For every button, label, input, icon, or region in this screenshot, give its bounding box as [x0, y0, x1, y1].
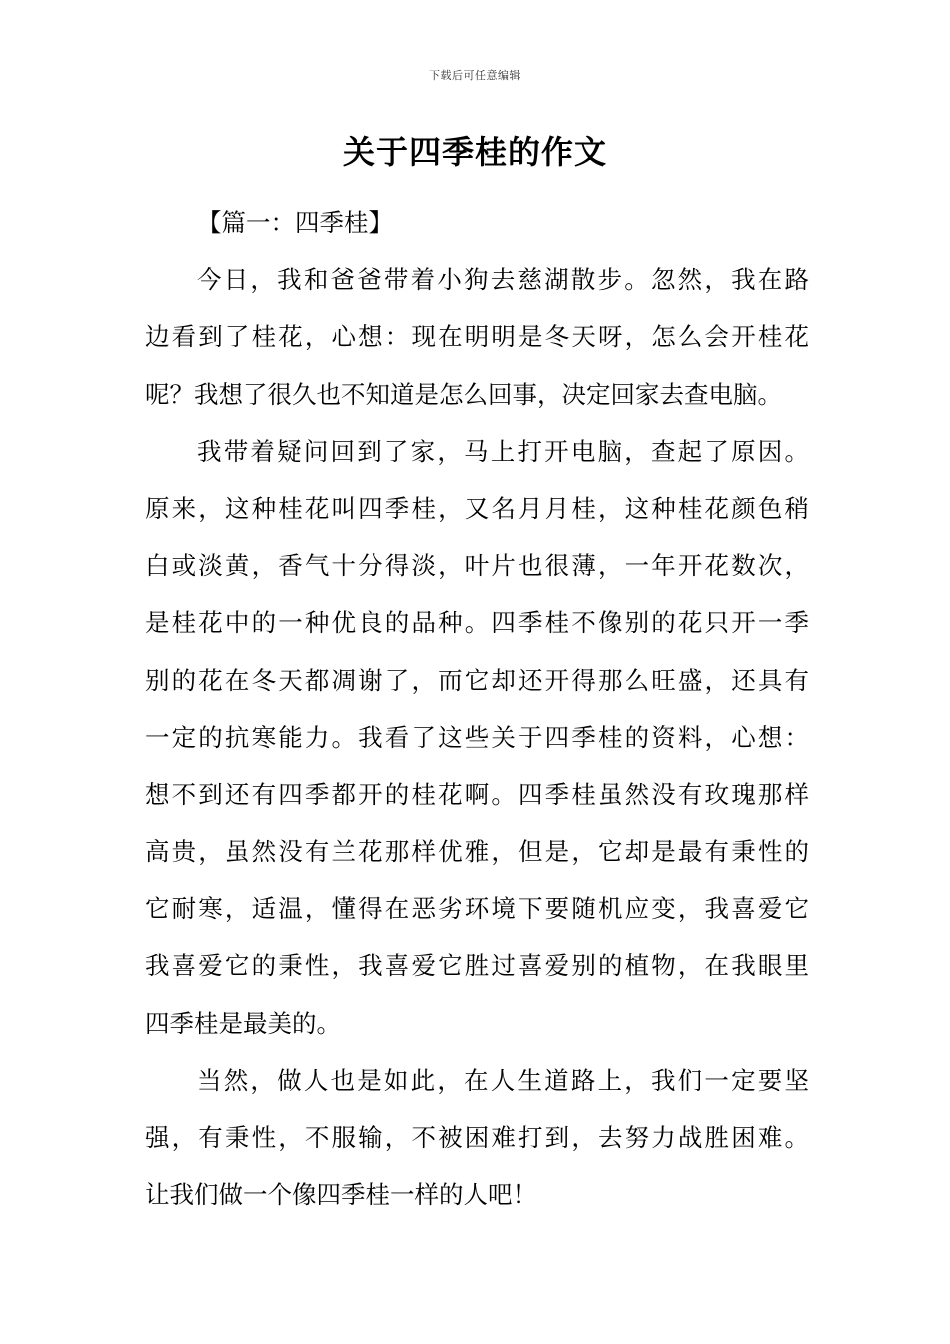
text-line: 我带着疑问回到了家，马上打开电脑，查起了原因。	[197, 436, 809, 466]
text-line: 让我们做一个像四季桂一样的人吧！	[145, 1180, 537, 1210]
text-line: 原来，这种桂花叫四季桂，又名月月桂，这种桂花颜色稍	[145, 493, 809, 523]
text-line: 是桂花中的一种优良的品种。四季桂不像别的花只开一季	[145, 608, 809, 638]
text-line: 今日，我和爸爸带着小狗去慈湖散步。忽然，我在路	[197, 265, 809, 295]
text-line: 当然，做人也是如此，在人生道路上，我们一定要坚	[197, 1065, 809, 1095]
text-line: 它耐寒，适温，懂得在恶劣环境下要随机应变，我喜爱它	[145, 894, 809, 924]
text-line: 想不到还有四季都开的桂花啊。四季桂虽然没有玫瑰那样	[145, 779, 809, 809]
text-line: 【篇一：四季桂】	[197, 208, 393, 237]
text-line: 白或淡黄，香气十分得淡，叶片也很薄，一年开花数次，	[145, 551, 809, 581]
text-line: 强，有秉性，不服输，不被困难打到，去努力战胜困难。	[145, 1123, 809, 1152]
document-title: 关于四季桂的作文	[342, 133, 607, 171]
header-note: 下载后可任意编辑	[429, 69, 521, 82]
text-line: 别的花在冬天都凋谢了，而它却还开得那么旺盛，还具有	[145, 665, 809, 695]
text-line: 一定的抗寒能力。我看了这些关于四季桂的资料，心想：	[145, 722, 809, 752]
text-line: 边看到了桂花，心想：现在明明是冬天呀，怎么会开桂花	[145, 322, 809, 352]
text-line: 四季桂是最美的。	[145, 1008, 341, 1038]
text-line: 高贵，虽然没有兰花那样优雅，但是，它却是最有秉性的	[145, 837, 809, 867]
text-line: 我喜爱它的秉性，我喜爱它胜过喜爱别的植物，在我眼里	[145, 951, 809, 981]
essay-body	[145, 194, 809, 1223]
text-line: 呢？我想了很久也不知道是怎么回事，决定回家去查电脑。	[145, 379, 782, 409]
